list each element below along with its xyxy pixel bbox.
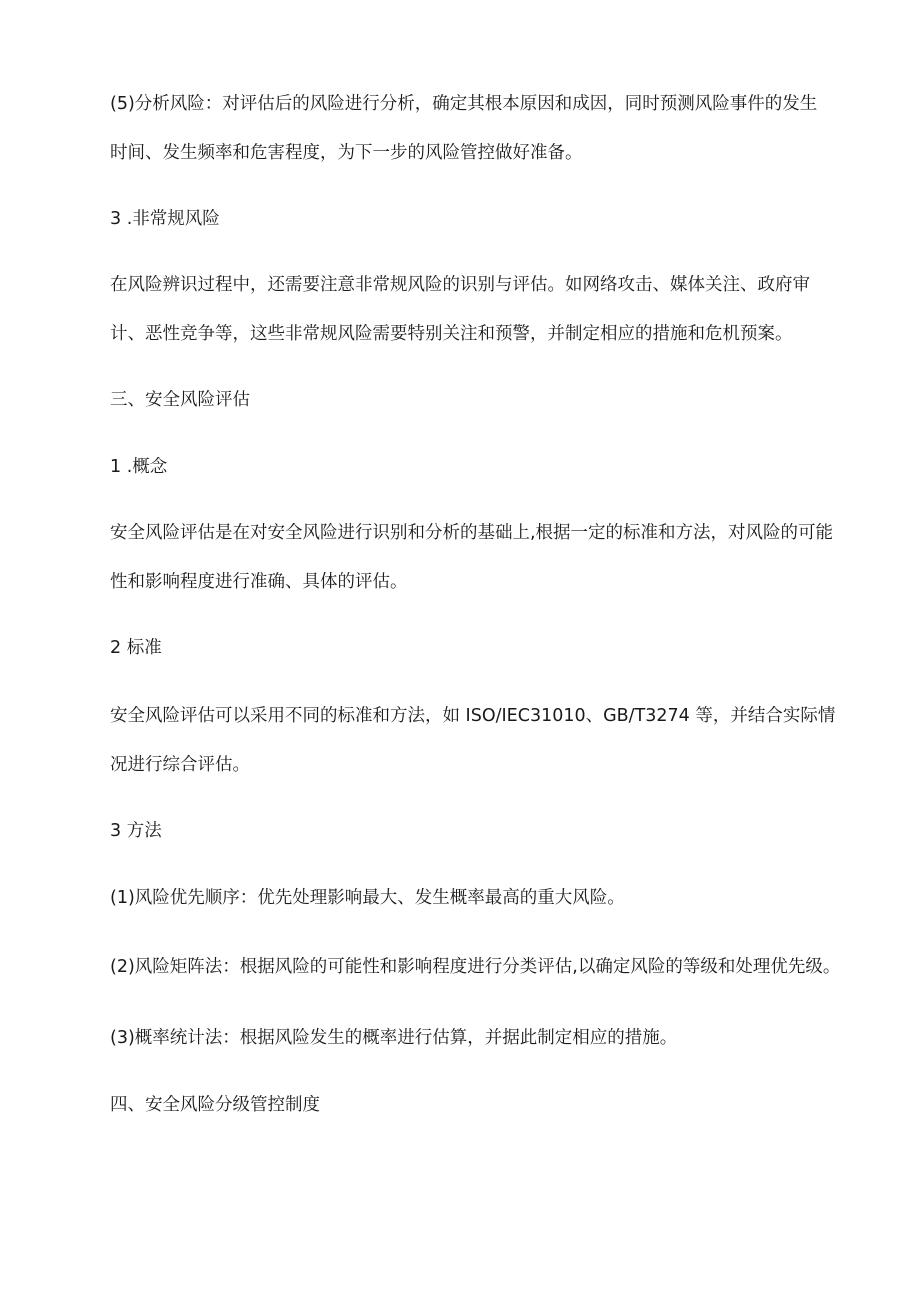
heading-section-4: 四、安全风险分级管控制度 <box>110 1095 320 1115</box>
paragraph-nonroutine-line-1: 在风险辨识过程中，还需要注意非常规风险的识别与评估。如网络攻击、媒体关注、政府审 <box>110 275 810 295</box>
paragraph-concept-line-2: 性和影响程度进行准确、具体的评估。 <box>110 572 408 592</box>
method-item-3: (3)概率统计法：根据风险发生的概率进行估算，并据此制定相应的措施。 <box>110 1028 678 1048</box>
heading-concept: 1 .概念 <box>110 457 168 477</box>
paragraph-analyze-risk-line-2: 时间、发生频率和危害程度，为下一步的风险管控做好准备。 <box>110 143 583 163</box>
paragraph-standard-line-1: 安全风险评估可以采用不同的标准和方法，如 ISO/IEC31010、GB/T3274 等，并结合实际情 <box>110 706 836 726</box>
heading-method: 3 方法 <box>110 821 162 841</box>
heading-section-3: 三、安全风险评估 <box>110 390 250 410</box>
method-item-2: (2)风险矩阵法：根据风险的可能性和影响程度进行分类评估,以确定风险的等级和处理优先级。 <box>110 957 841 977</box>
heading-standard: 2 标准 <box>110 638 162 658</box>
paragraph-nonroutine-line-2: 计、恶性竞争等，这些非常规风险需要特别关注和预警，并制定相应的措施和危机预案。 <box>110 324 793 344</box>
paragraph-concept-line-1: 安全风险评估是在对安全风险进行识别和分析的基础上,根据一定的标准和方法，对风险的可能 <box>110 523 834 543</box>
paragraph-analyze-risk-line-1: (5)分析风险：对评估后的风险进行分析，确定其根本原因和成因，同时预测风险事件的发生 <box>110 94 818 114</box>
paragraph-standard-line-2: 况进行综合评估。 <box>110 755 250 775</box>
method-item-1: (1)风险优先顺序：优先处理影响最大、发生概率最高的重大风险。 <box>110 888 625 908</box>
heading-nonroutine-risk: 3 .非常规风险 <box>110 209 220 229</box>
